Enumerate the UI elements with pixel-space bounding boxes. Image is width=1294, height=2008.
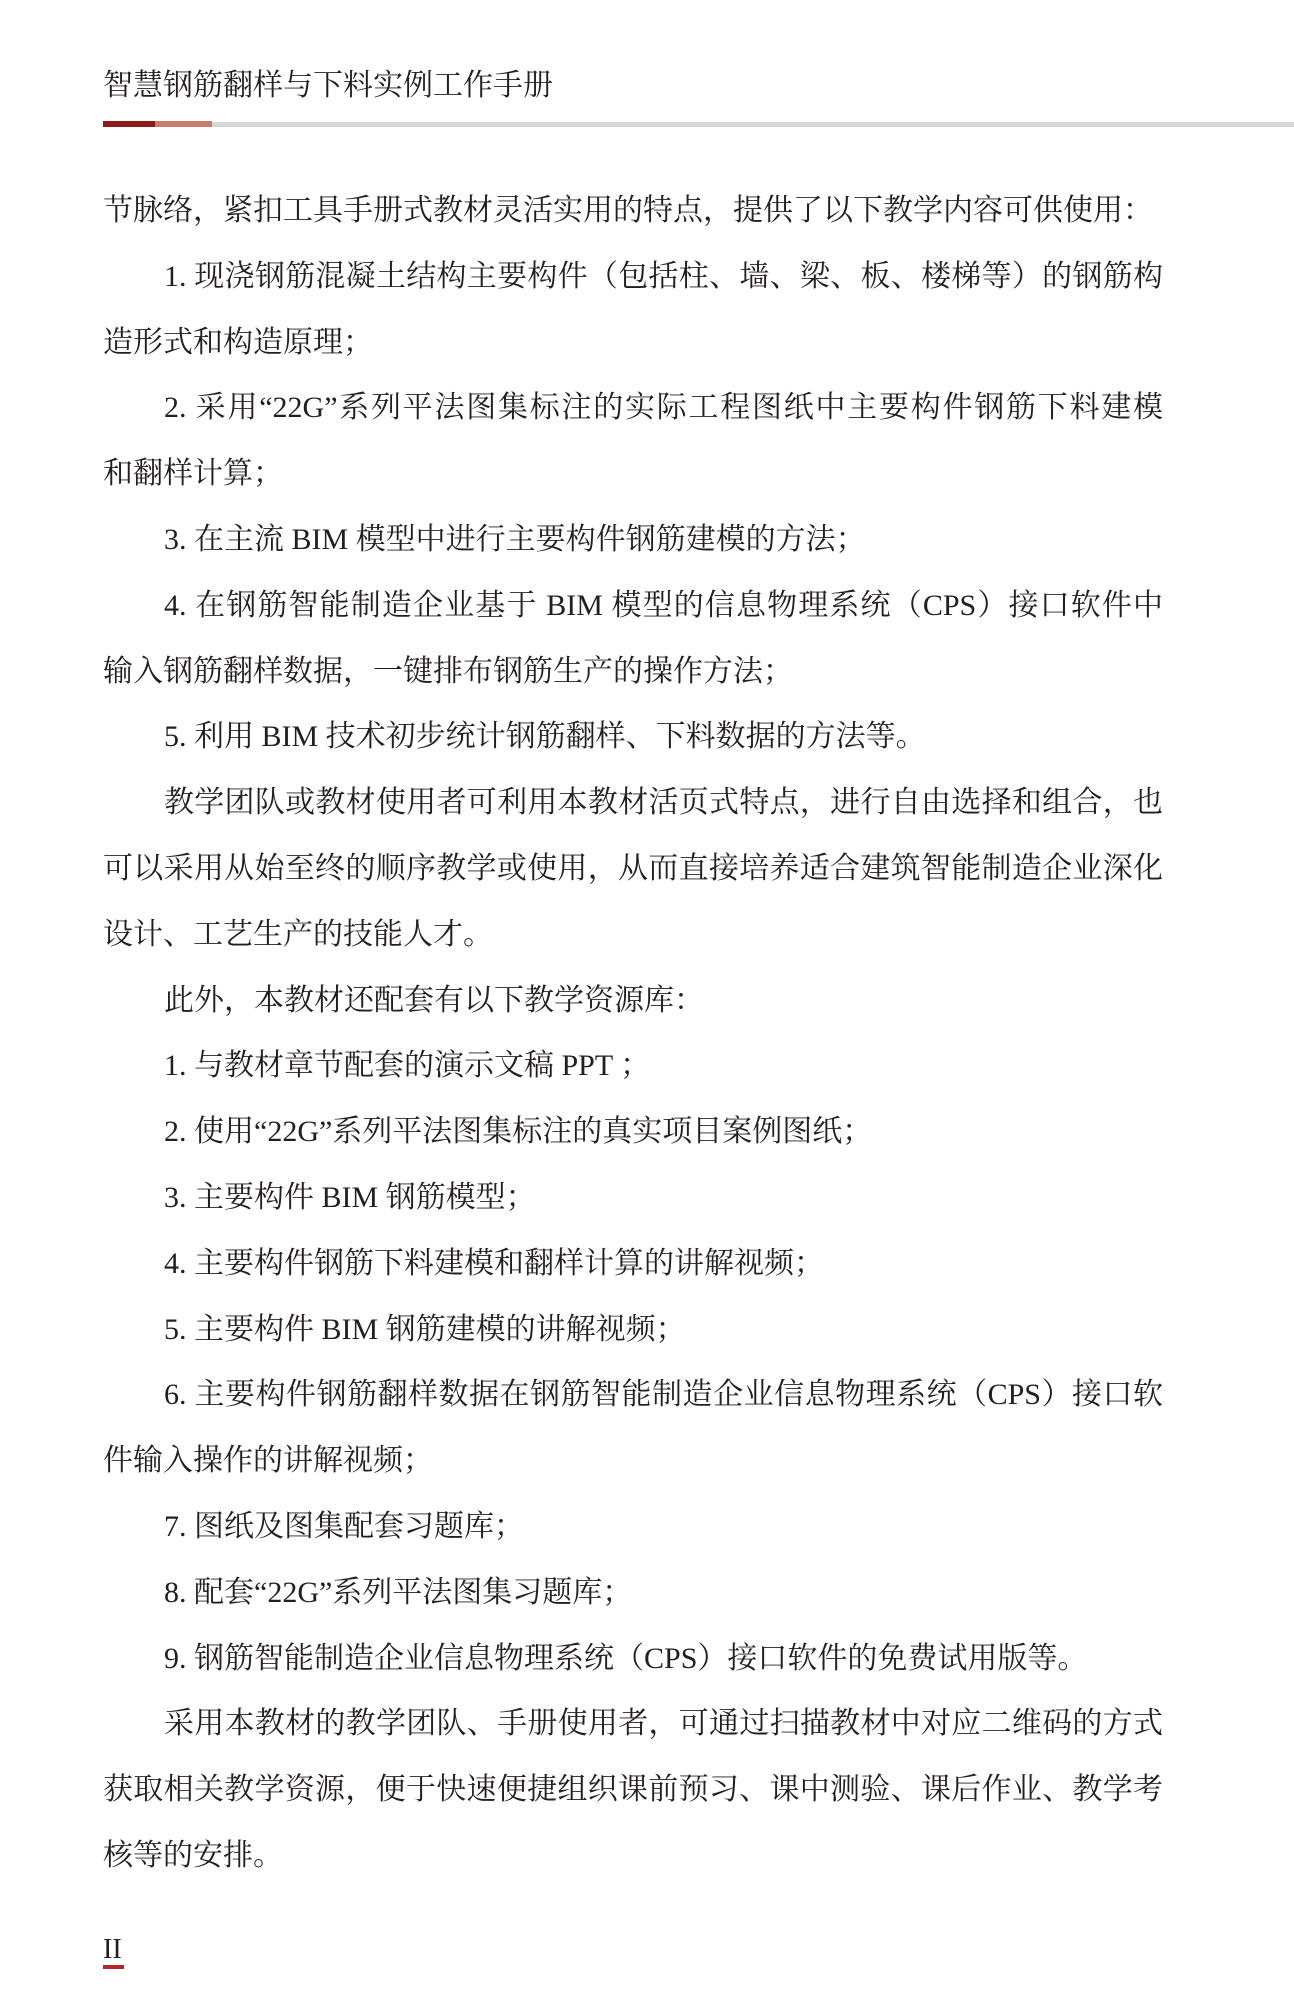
body-line: 件输入操作的讲解视频； [103, 1444, 433, 1478]
list-item [103, 1231, 1163, 1297]
body-line: 和翻样计算； [103, 457, 283, 491]
body-line: 6. 主要构件钢筋翻样数据在钢筋智能制造企业信息物理系统（CPS）接口软 [164, 1378, 1163, 1412]
body-line: 8. 配套“22G”系列平法图集习题库； [164, 1575, 633, 1609]
body-line: 1. 现浇钢筋混凝土结构主要构件（包括柱、墙、梁、板、楼梯等）的钢筋构 [164, 259, 1163, 293]
list-item [103, 375, 1163, 507]
body-line: 4. 主要构件钢筋下料建模和翻样计算的讲解视频； [164, 1246, 824, 1280]
body-line: 获取相关教学资源，便于快速便捷组织课前预习、课中测验、课后作业、教学考 [103, 1773, 1163, 1807]
body-line: 9. 钢筋智能制造企业信息物理系统（CPS）接口软件的免费试用版等。 [164, 1641, 1088, 1675]
list-item [103, 1626, 1163, 1692]
page-body [103, 178, 1163, 1889]
body-line: 3. 在主流 BIM 模型中进行主要构件钢筋建模的方法； [164, 522, 866, 556]
body-line: 5. 利用 BIM 技术初步统计钢筋翻样、下料数据的方法等。 [164, 720, 926, 754]
paragraph [103, 1691, 1163, 1888]
list-item [103, 1033, 1163, 1099]
body-line: 采用本教材的教学团队、手册使用者，可通过扫描教材中对应二维码的方式 [164, 1707, 1163, 1741]
body-line: 教学团队或教材使用者可利用本教材活页式特点，进行自由选择和组合，也 [164, 786, 1163, 820]
list-item [103, 1297, 1163, 1363]
list-item [103, 1560, 1163, 1626]
list-item [103, 573, 1163, 705]
header-rule-dark-segment [103, 121, 155, 127]
list-item [103, 507, 1163, 573]
list-item [103, 1362, 1163, 1494]
body-line: 设计、工艺生产的技能人才。 [103, 917, 493, 951]
body-line: 5. 主要构件 BIM 钢筋建模的讲解视频； [164, 1312, 686, 1346]
body-line: 可以采用从始至终的顺序教学或使用，从而直接培养适合建筑智能制造企业深化 [103, 851, 1163, 885]
body-line: 节脉络，紧扣工具手册式教材灵活实用的特点，提供了以下教学内容可供使用： [103, 194, 1153, 227]
paragraph [103, 770, 1163, 967]
body-line: 3. 主要构件 BIM 钢筋模型； [164, 1180, 536, 1214]
body-line: 造形式和构造原理； [103, 325, 373, 359]
body-line: 输入钢筋翻样数据，一键排布钢筋生产的操作方法； [103, 654, 793, 688]
page-number: II [103, 1934, 122, 1965]
list-item [103, 1099, 1163, 1165]
body-line: 核等的安排。 [103, 1838, 283, 1872]
paragraph [103, 178, 1163, 244]
body-line: 此外，本教材还配套有以下教学资源库： [164, 983, 704, 1017]
list-item [103, 1165, 1163, 1231]
list-item [103, 704, 1163, 770]
header-rule-gray-segment [212, 122, 1294, 127]
header-rule-light-segment [155, 121, 212, 127]
body-line: 1. 与教材章节配套的演示文稿 PPT ； [164, 1049, 651, 1083]
running-header-title: 智慧钢筋翻样与下料实例工作手册 [103, 69, 553, 102]
body-line: 4. 在钢筋智能制造企业基于 BIM 模型的信息物理系统（CPS）接口软件中 [164, 588, 1163, 622]
body-line: 2. 使用“22G”系列平法图集标注的真实项目案例图纸； [164, 1115, 873, 1149]
body-line: 7. 图纸及图集配套习题库； [164, 1509, 524, 1543]
page-number-underline [103, 1965, 124, 1969]
paragraph [103, 968, 1163, 1034]
list-item [103, 1494, 1163, 1560]
list-item [103, 244, 1163, 376]
body-line: 2. 采用“22G”系列平法图集标注的实际工程图纸中主要构件钢筋下料建模 [164, 391, 1163, 425]
